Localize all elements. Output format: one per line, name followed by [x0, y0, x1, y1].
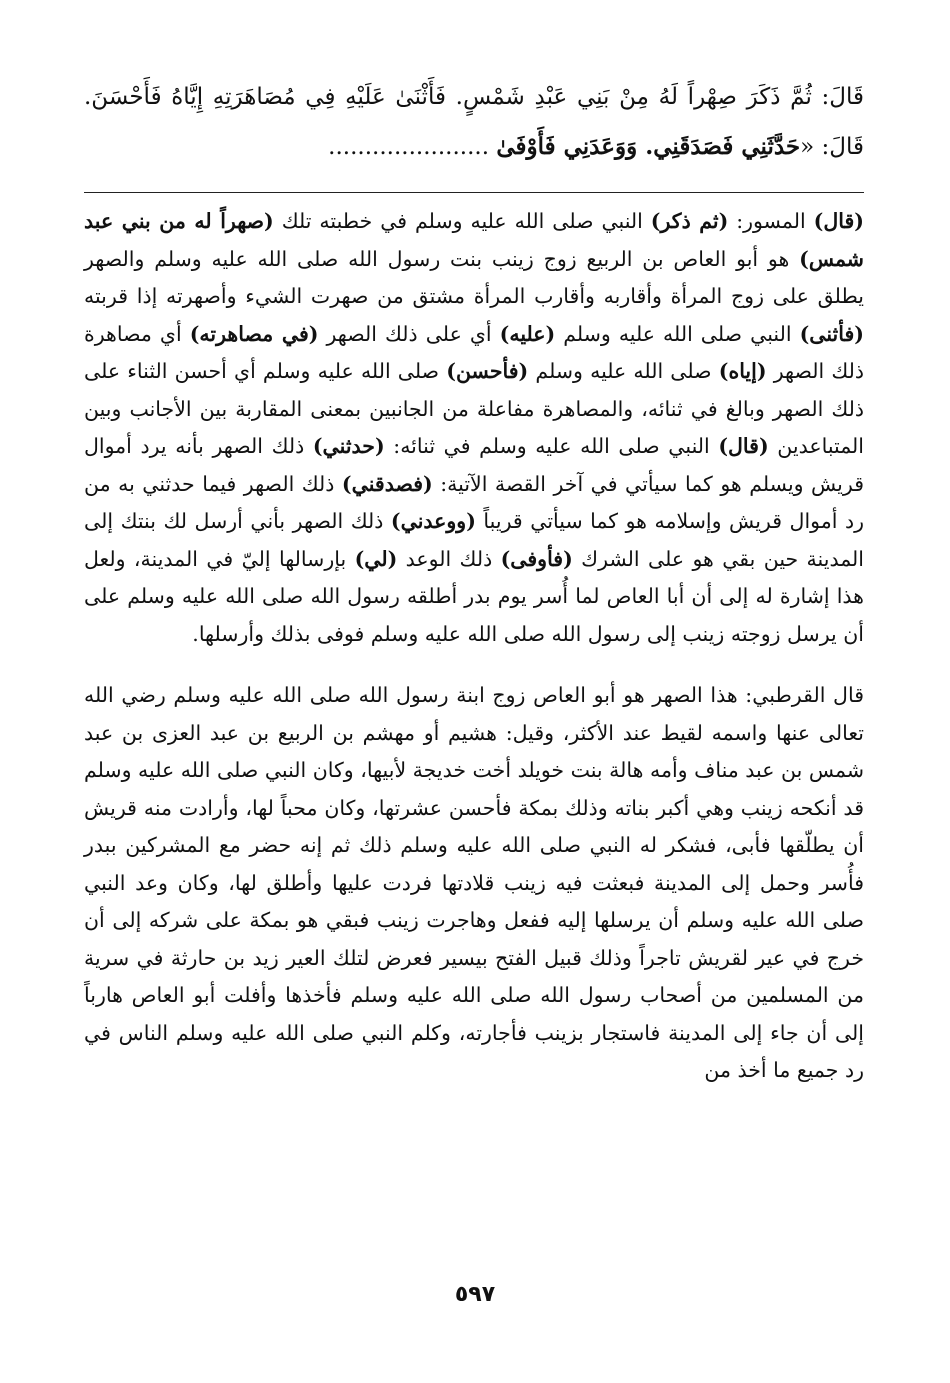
hadith-text-intro: قَالَ: ثُمَّ ذَكَرَ صِهْراً لَهُ مِنْ بَنِي عَبْدِ شَمْسٍ. فَأَثْنَىٰ عَلَيْهِ فِي مُصَاهَرَتِهِ إِيَّاهُ فَأَحْسَنَ. قَالَ: « [84, 84, 864, 160]
commentary-keyword: (قال) [813, 209, 865, 233]
commentary-keyword: (لي) [354, 546, 398, 571]
hadith-text [84, 72, 864, 172]
commentary-text: هو أبو العاص بن الربيع زوج زينب بنت رسول الله صلى الله عليه وسلم والصهر يطلق على زوج المرأة وأقاربه وأقارب المرأة مشتق من صهرت الشيء وأصهرته إذا قربته [84, 246, 864, 308]
commentary-text: ذلك الصهر بأني أرسل لك بنتك إلى المدينة حين بقي هو على الشرك [84, 509, 864, 571]
commentary-text: ذلك الوعد [397, 546, 501, 571]
hadith-text-quote: حَدَّثَنِي فَصَدَقَنِي. وَوَعَدَنِي فَأَوْفَىٰ [496, 133, 801, 160]
commentary-paragraph-1 [84, 203, 864, 653]
commentary-text: المسور: [728, 209, 814, 233]
commentary-paragraph-2: قال القرطبي: هذا الصهر هو أبو العاص زوج ابنة رسول الله صلى الله عليه وسلم رضي الله تعالى عنها واسمه لقيط عند الأكثر، وقيل: هشيم أو مهشم بن الربيع بن عبد العزى بن عبد شمس بن عبد مناف وأمه هالة بنت خويلد أخت خديجة لأبيها، وكان النبي صلى الله عليه وسلم قد أنكحه زينب وهي أكبر بناته وذلك بمكة فأحسن عشرتها، وكان محباً لها، وأرادت منه قريش أن يطلّقها فأبى، فشكر له النبي صلى الله عليه وسلم ذلك ثم إنه حضر مع المشركين ببدر فأُسر وحمل إلى المدينة فبعثت فيه زينب قلادتها فردت عليها وأطلق لها، وكان وعد النبي صلى الله عليه وسلم أن يرسلها إليه ففعل وهاجرت زينب فبقي هو بمكة على شركه إلى أن خرج في عير لقريش تاجراً وذلك قبيل الفتح بيسير فعرض لتلك العير زيد بن حارثة في سرية من المسلمين من أصحاب رسول الله صلى الله عليه وسلم فأخذها وأفلت أبو العاص هارباً إلى أن جاء إلى المدينة فاستجار بزينب فأجارته، وكلم النبي صلى الله عليه وسلم الناس في رد جميع ما أخذ من [84, 683, 864, 1082]
commentary-text: النبي صلى الله عليه وسلم [555, 321, 800, 346]
commentary-keyword: (إياه) [718, 359, 767, 383]
commentary-keyword: (قال) [718, 434, 769, 458]
commentary-keyword: (ووعدني) [390, 509, 476, 533]
commentary-keyword: (حدثني) [312, 434, 385, 458]
commentary-text: صلى الله عليه وسلم [528, 359, 719, 383]
commentary-text: ذلك الصهر فيما حدثني به من رد أموال قريش وإسلامه هو كما سيأتي قريباً [84, 471, 864, 533]
page-body [84, 72, 864, 1090]
commentary-keyword: (فصدقني) [341, 471, 433, 496]
commentary-text: النبي صلى الله عليه وسلم في ثنائه: [384, 434, 719, 458]
commentary-text: أي على ذلك الصهر [318, 321, 500, 346]
commentary-text: صلى الله عليه وسلم أي أحسن الثناء على ذلك الصهر وبالغ في ثنائه، والمصاهرة مفاعلة من الجانبين بمعنى المقاربة بين الأجانب وبين المتباعدين [84, 359, 865, 458]
section-divider [84, 192, 864, 193]
commentary-keyword: (فأوفى) [500, 546, 573, 571]
commentary-keyword: (صهراً له من بني عبد شمس) [84, 209, 864, 271]
commentary-keyword: (عليه) [499, 321, 556, 346]
commentary-keyword: (فأحسن) [446, 359, 529, 383]
commentary-keyword: (ثم ذكر) [650, 209, 729, 233]
commentary-text: ذلك الصهر بأنه يرد أموال قريش ويسلم هو كما سيأتي في آخر القصة الآتية: [84, 434, 864, 496]
commentary-text: النبي صلى الله عليه وسلم في خطبته تلك [273, 209, 651, 233]
hadith-text-ellipsis: ...................... [328, 134, 497, 160]
commentary-text: أي مصاهرة ذلك الصهر [84, 321, 864, 383]
commentary-keyword: (فأثنى) [799, 321, 864, 346]
commentary-text: بإرسالها إليّ في المدينة، ولعل هذا إشارة له إلى أن أبا العاص لما أُسر يوم بدر أطلقه رسول الله صلى الله عليه وسلم على أن يرسل زوجته زينب إلى رسول الله صلى الله عليه وسلم فوفى بذلك وأرسلها. [84, 546, 864, 646]
commentary-keyword: (في مصاهرته) [189, 321, 319, 346]
page-number: ٥٩٧ [454, 1282, 496, 1307]
